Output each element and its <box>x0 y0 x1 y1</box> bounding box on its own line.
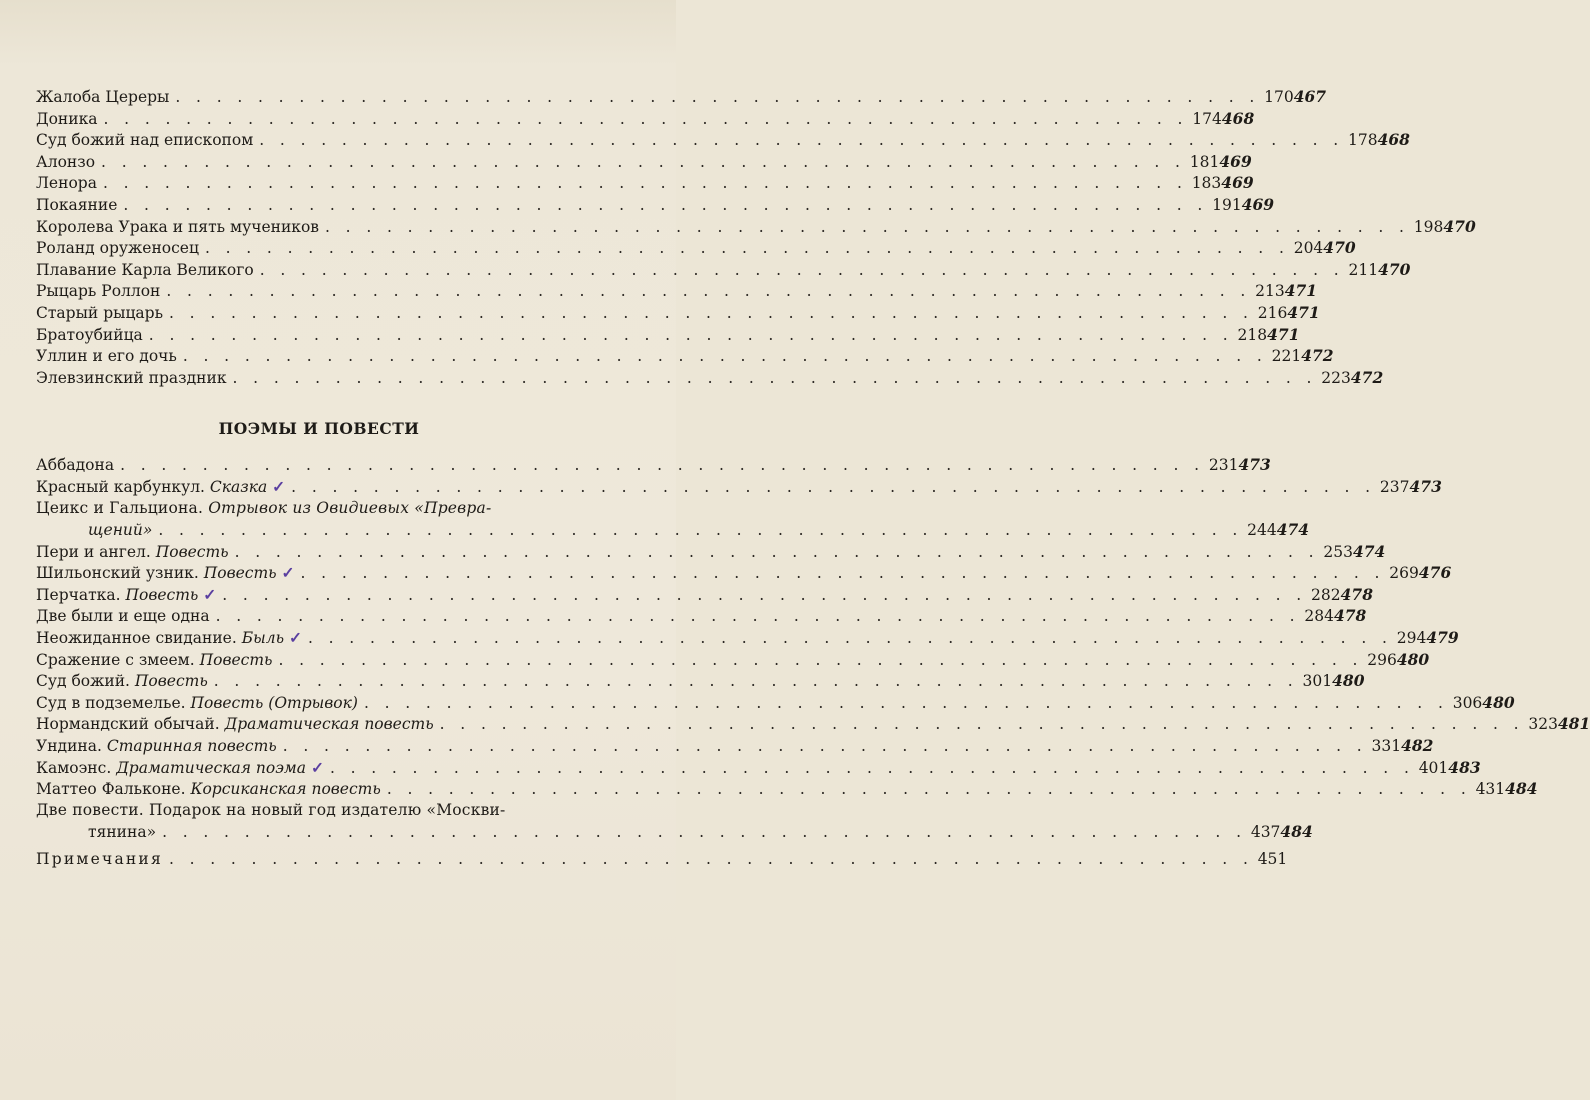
entry-page: 269 <box>1389 564 1419 583</box>
entry-title: Плавание Карла Великого <box>36 260 254 279</box>
entry-title: Цеикс и Гальциона. <box>36 498 204 517</box>
entry-subtitle: Повесть <box>203 564 277 583</box>
handwritten-check-mark: ✓ <box>288 628 302 648</box>
entry-subtitle: Повесть <box>134 672 208 691</box>
entry-note-page: 481 <box>1557 714 1590 734</box>
toc-entry <box>36 627 1459 649</box>
entry-note-page: 479 <box>1426 628 1459 648</box>
entry-title: Жалоба Цереры <box>36 88 170 106</box>
entry-title: Красный карбункул. <box>36 477 205 496</box>
entry-title: Ундина. <box>36 737 102 756</box>
entry-page: 183 <box>1191 174 1222 193</box>
entry-title: Суд в подземелье. <box>36 693 186 712</box>
entry-title-wrap <box>36 650 272 672</box>
entry-subtitle: Драматическая повесть <box>224 715 434 734</box>
leader-dots <box>214 671 1298 693</box>
entry-note-page: 472 <box>1350 367 1384 387</box>
toc-entry <box>36 476 1442 498</box>
entry-title-wrap <box>36 714 434 736</box>
leader-dots <box>149 325 1233 347</box>
entry-subtitle: Повесть <box>155 542 229 561</box>
entry-note-page: 484 <box>1505 779 1538 799</box>
entry-note-page: 478 <box>1340 584 1373 604</box>
entry-title-wrap <box>36 562 295 585</box>
entry-note-page: 473 <box>1238 455 1271 475</box>
entry-page: 284 <box>1304 607 1334 626</box>
entry-page: 218 <box>1237 325 1268 344</box>
entry-page: 213 <box>1255 282 1285 301</box>
toc-entry <box>36 562 1452 584</box>
toc-entry <box>36 302 1320 324</box>
entry-note-page: 469 <box>1221 173 1254 193</box>
entry-note-page: 482 <box>1401 736 1434 756</box>
entry-title-wrap <box>36 627 302 650</box>
leader-dots <box>166 281 1250 303</box>
toc-entry <box>36 172 1254 194</box>
entry-note-page: 474 <box>1352 541 1386 561</box>
entry-title: Братоубийца <box>36 325 143 344</box>
entry-title: Ленора <box>36 174 97 193</box>
toc-entry <box>36 519 1310 541</box>
entry-note-page: 470 <box>1378 259 1411 279</box>
entry-title: Суд божий. <box>36 672 130 691</box>
toc-entry <box>36 216 1476 238</box>
entry-subtitle: Повесть (Отрывок) <box>190 693 358 712</box>
toc-entry-notes <box>36 849 1288 871</box>
section-heading: ПОЭМЫ И ПОВЕСТИ <box>218 419 420 439</box>
toc-entry <box>36 151 1252 173</box>
toc-entry <box>36 86 1327 108</box>
entry-title: Уллин и его дочь <box>36 347 177 366</box>
entry-page: 178 <box>1348 131 1378 150</box>
entry-page: 301 <box>1302 672 1333 691</box>
leader-dots <box>283 736 1367 758</box>
entry-subtitle: Драматическая поэма <box>116 758 306 777</box>
leader-dots <box>205 238 1289 260</box>
entry-page: 191 <box>1212 195 1242 214</box>
entry-subtitle-continued: щений» <box>88 521 153 540</box>
toc-entry <box>36 713 1590 735</box>
leader-dots <box>123 195 1207 217</box>
entry-note-page: 476 <box>1418 563 1452 583</box>
table-of-contents <box>36 86 1590 871</box>
entry-page: 296 <box>1367 650 1397 669</box>
leader-dots <box>278 650 1362 672</box>
entry-note-page: 468 <box>1377 130 1410 150</box>
toc-entry <box>36 692 1515 714</box>
entry-title: Старый рыцарь <box>36 303 164 322</box>
leader-dots <box>364 693 1448 715</box>
entry-page: 401 <box>1418 758 1449 777</box>
handwritten-check-mark: ✓ <box>272 476 286 496</box>
leader-dots <box>169 303 1253 325</box>
entry-title: Алонзо <box>36 152 96 171</box>
entry-title: Маттео Фальконе. <box>36 780 186 799</box>
entry-note-page: 469 <box>1219 151 1252 171</box>
leader-dots <box>222 585 1306 607</box>
toc-entry <box>36 757 1481 779</box>
leader-dots <box>104 109 1188 131</box>
toc-entry-line: Две повести. Подарок на новый год издателю «Москви- <box>36 800 506 819</box>
entry-title: Королева Урака и пять мучеников <box>36 217 320 236</box>
entry-page: 253 <box>1323 542 1353 561</box>
entry-subtitle: Сказка <box>209 477 268 496</box>
entry-note-page: 483 <box>1448 757 1481 777</box>
entry-title: Роланд оруженосец <box>36 239 199 258</box>
entry-note-page: 471 <box>1284 281 1318 301</box>
entry-title-wrap <box>36 757 324 780</box>
entry-title-continued: тянина» <box>88 823 157 842</box>
entry-title: Элевзинский праздник <box>36 368 227 387</box>
entry-note-page: 484 <box>1280 822 1313 842</box>
entry-note-page: 471 <box>1287 302 1320 322</box>
handwritten-check-mark: ✓ <box>310 757 324 777</box>
entry-note-page: 467 <box>1293 87 1327 106</box>
entry-title: Камоэнс. <box>36 758 112 777</box>
leader-dots <box>103 173 1187 195</box>
toc-entry <box>36 367 1384 389</box>
leader-dots <box>260 260 1344 282</box>
entry-page: 223 <box>1321 368 1351 387</box>
entry-page: 294 <box>1396 629 1427 648</box>
entry-note-page: 469 <box>1241 194 1275 214</box>
entry-page: 181 <box>1189 152 1220 171</box>
entry-page: 198 <box>1413 217 1444 236</box>
entry-note-page: 478 <box>1333 606 1367 626</box>
entry-page: 331 <box>1371 737 1402 756</box>
entry-subtitle: Быль <box>241 629 285 648</box>
entry-title-wrap <box>36 693 358 715</box>
entry-page: 231 <box>1208 456 1239 475</box>
entry-page: 204 <box>1293 239 1324 258</box>
toc-entry <box>36 778 1538 800</box>
toc-entry <box>36 670 1365 692</box>
entry-page: 216 <box>1257 303 1288 322</box>
entry-note-page: 471 <box>1267 324 1300 344</box>
toc-entry <box>36 280 1318 302</box>
toc-entry <box>36 605 1367 627</box>
entry-title: Рыцарь Роллон <box>36 282 161 301</box>
entry-page: 451 <box>1257 850 1288 868</box>
entry-note-page: 468 <box>1221 108 1255 128</box>
leader-dots <box>301 563 1385 585</box>
entry-note-page: 473 <box>1409 476 1442 496</box>
toc-entry <box>36 454 1271 476</box>
leader-dots <box>101 152 1185 174</box>
entry-page: 237 <box>1379 477 1410 496</box>
entry-title: Перчатка. <box>36 585 121 604</box>
entry-page: 437 <box>1250 823 1281 842</box>
toc-entry-line <box>36 498 602 520</box>
entry-title: Нормандский обычай. <box>36 715 220 734</box>
toc-entry <box>36 324 1300 346</box>
entry-note-page: 480 <box>1482 692 1515 712</box>
entry-title: Сражение с змеем. <box>36 650 195 669</box>
entry-page: 306 <box>1452 693 1483 712</box>
entry-note-page: 470 <box>1323 238 1356 258</box>
entry-title: Неожиданное свидание. <box>36 629 237 648</box>
entry-note-page: 480 <box>1332 671 1365 691</box>
entry-page: 211 <box>1348 260 1379 279</box>
leader-dots <box>120 455 1204 477</box>
entry-title: Пери и ангел. <box>36 542 151 561</box>
entry-title-wrap <box>36 542 229 564</box>
toc-entry <box>36 649 1430 671</box>
leader-dots <box>169 849 1253 871</box>
leader-dots <box>183 346 1267 368</box>
leader-dots <box>330 758 1414 780</box>
leader-dots <box>325 217 1409 239</box>
leader-dots <box>387 779 1471 801</box>
toc-entry <box>36 541 1386 563</box>
entry-note-page: 474 <box>1276 520 1310 540</box>
entry-subtitle: Повесть <box>199 650 273 669</box>
entry-title: Примечания <box>36 850 163 868</box>
leader-dots <box>291 477 1375 499</box>
entry-title-wrap <box>36 476 285 499</box>
entry-page: 323 <box>1528 715 1558 734</box>
handwritten-check-mark: ✓ <box>281 563 295 583</box>
entry-title: Суд божий над епископом <box>36 131 254 150</box>
leader-dots <box>440 714 1524 736</box>
toc-entry <box>36 194 1275 216</box>
entry-subtitle: Отрывок из Овидиевых «Превра- <box>208 498 492 517</box>
entry-subtitle: Старинная повесть <box>106 737 277 756</box>
handwritten-check-mark: ✓ <box>203 584 217 604</box>
leader-dots <box>235 542 1319 564</box>
entry-subtitle: Повесть <box>125 585 199 604</box>
leader-dots <box>216 606 1300 628</box>
toc-entry <box>36 345 1334 367</box>
entry-subtitle: Корсиканская повесть <box>190 780 381 799</box>
leader-dots <box>259 130 1343 152</box>
leader-dots <box>233 368 1317 390</box>
leader-dots <box>162 822 1246 844</box>
entry-page: 244 <box>1247 521 1277 540</box>
toc-entry <box>36 108 1255 130</box>
entry-note-page: 480 <box>1396 649 1430 669</box>
toc-entry <box>36 259 1411 281</box>
leader-dots <box>175 87 1259 109</box>
entry-page: 431 <box>1475 780 1506 799</box>
entry-title: Шильонский узник. <box>36 564 199 583</box>
toc-entry <box>36 129 1410 151</box>
toc-entry <box>36 584 1373 606</box>
entry-title: Аббадона <box>36 456 115 475</box>
entry-page: 221 <box>1271 347 1302 366</box>
entry-page: 170 <box>1264 88 1294 106</box>
entry-title: Доника <box>36 109 98 128</box>
entry-title-wrap <box>36 736 277 758</box>
entry-page: 282 <box>1311 585 1341 604</box>
toc-entry <box>36 237 1356 259</box>
entry-title: Две были и еще одна <box>36 607 210 626</box>
toc-entry <box>36 821 1313 843</box>
leader-dots <box>308 628 1392 650</box>
entry-title-wrap <box>36 584 216 607</box>
leader-dots <box>158 520 1242 542</box>
entry-page: 174 <box>1192 109 1222 128</box>
entry-note-page: 472 <box>1301 346 1334 366</box>
toc-entry <box>36 735 1434 757</box>
entry-title-wrap <box>36 671 208 693</box>
entry-title-wrap <box>36 779 381 801</box>
entry-title: Покаяние <box>36 195 118 214</box>
entry-note-page: 470 <box>1443 216 1476 236</box>
